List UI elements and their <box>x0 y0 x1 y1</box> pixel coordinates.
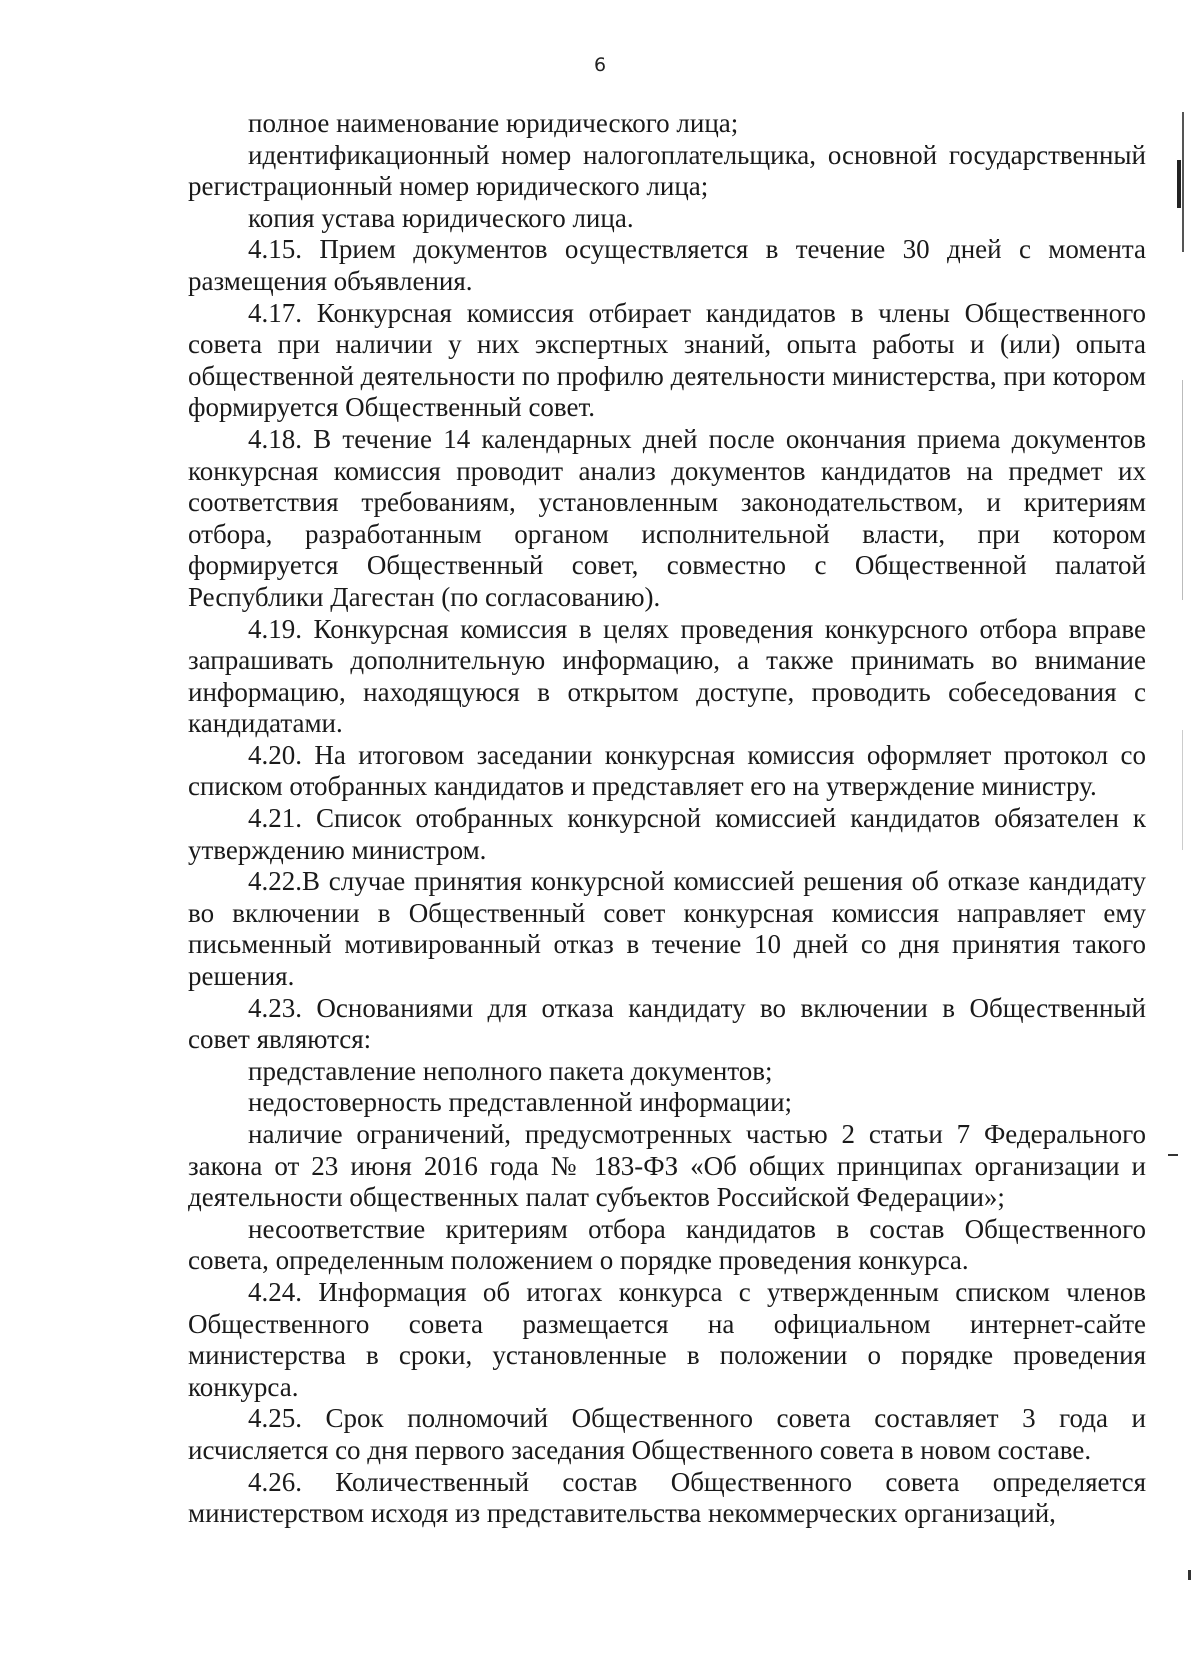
paragraph: 4.21. Список отобранных конкурсной комиссией кандидатов обязателен к утверждению министром. <box>188 803 1146 865</box>
scan-mark <box>1188 1570 1191 1580</box>
scan-mark <box>1168 1154 1178 1156</box>
scan-mark <box>1182 730 1183 850</box>
paragraph: копия устава юридического лица. <box>248 202 634 233</box>
paragraph: 4.24. Информация об итогах конкурса с утвержденным списком членов Общественного совета размещается на официальном интернет-сайте министерства в сроки, установленные в положении о порядке проведения конкурса. <box>188 1276 1146 1402</box>
page-number: 6 <box>593 54 607 76</box>
paragraph: недостоверность представленной информации; <box>248 1087 793 1118</box>
paragraph: 4.19. Конкурсная комиссия в целях проведения конкурсного отбора вправе запрашивать дополнительную информацию, а также принимать во внимание информацию, находящуюся в открытом доступе, проводить собеседования с кандидатами. <box>188 613 1146 739</box>
paragraph: 4.23. Основаниями для отказа кандидату во включении в Общественный совет являются: <box>188 992 1146 1055</box>
paragraph: идентификационный номер налогоплательщика, основной государственный регистрационный номер юридического лица; <box>188 139 1146 202</box>
paragraph: 4.25. Срок полномочий Общественного совета составляет 3 года и исчисляется со дня первого заседания Общественного совета в новом составе. <box>188 1403 1146 1465</box>
paragraph: представление неполного пакета документов; <box>248 1055 773 1086</box>
scan-mark <box>1182 380 1183 600</box>
paragraph: 4.17. Конкурсная комиссия отбирает кандидатов в члены Общественного совета при наличии у них экспертных знаний, опыта работы и (или) опыта общественной деятельности по профилю деятельности министерства, при котором формируется Общественный совет. <box>188 297 1146 423</box>
paragraph: несоответствие критериям отбора кандидатов в состав Общественного совета, определенным положением о порядке проведения конкурса. <box>188 1213 1146 1276</box>
scan-mark <box>1182 112 1184 252</box>
paragraph: 4.15. Прием документов осуществляется в течение 30 дней с момента размещения объявления. <box>188 234 1146 296</box>
document-body <box>188 108 1146 1530</box>
paragraph: 4.18. В течение 14 календарных дней после окончания приема документов конкурсная комиссия проводит анализ документов кандидатов на предмет их соответствия требованиям, установленным законодательством, и критериям отбора, разработанным органом исполнительной власти, при котором формируется Общественный совет, совместно с Общественной палатой Республики Дагестан (по согласованию). <box>188 423 1146 612</box>
paragraph: полное наименование юридического лица; <box>248 108 739 138</box>
paragraph: 4.26. Количественный состав Общественного совета определяется министерством исходя из представительства некоммерческих организаций, <box>188 1466 1146 1529</box>
scan-mark <box>1177 160 1181 208</box>
paragraph: 4.20. На итоговом заседании конкурсная комиссия оформляет протокол со списком отобранных кандидатов и представляет его на утверждение министру. <box>188 739 1146 802</box>
paragraph: наличие ограничений, предусмотренных частью 2 статьи 7 Федерального закона от 23 июня 2016 года № 183-ФЗ «Об общих принципах организации и деятельности общественных палат субъектов Российской Федерации»; <box>188 1119 1146 1213</box>
paragraph: 4.22.В случае принятия конкурсной комиссией решения об отказе кандидату во включении в Общественный совет конкурсная комиссия направляет ему письменный мотивированный отказ в течение 10 дней со дня принятия такого решения. <box>188 866 1146 992</box>
